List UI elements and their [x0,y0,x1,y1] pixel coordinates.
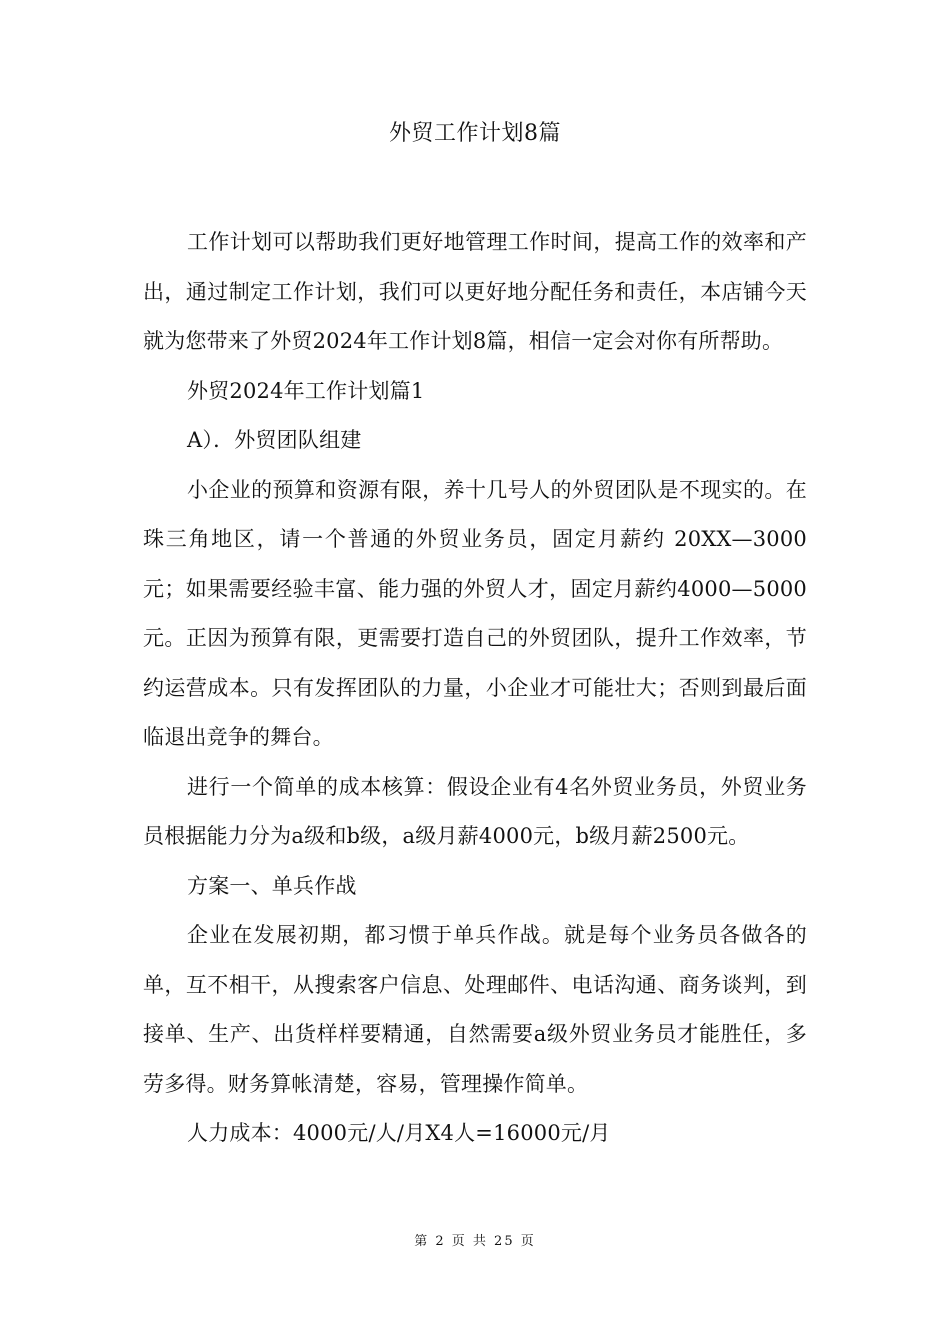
plan-heading: 方案一、单兵作战 [187,873,357,898]
body-paragraph: 小企业的预算和资源有限，养十几号人的外贸团队是不现实的。在珠三角地区，请一个普通的外贸业务员，固定月薪约 20XX—3000元；如果需要经验丰富、能力强的外贸人才，固定月薪约4000—5000元。正因为预算有限，更需要打造自己的外贸团队，提升工作效率，节约运营成本。只有发挥团队的力量，小企业才可能壮大；否则到最后面临退出竞争的舞台。 [143,477,807,749]
body-paragraph: 企业在发展初期，都习惯于单兵作战。就是每个业务员各做各的单，互不相干，从搜索客户信息、处理邮件、电话沟通、商务谈判，到接单、生产、出货样样要精通，自然需要a级外贸业务员才能胜任，多劳多得。财务算帐清楚，容易，管理操作简单。 [143,923,807,1096]
document-body [143,218,807,1159]
section-heading: 外贸2024年工作计划篇1 [187,378,425,403]
intro-paragraph: 工作计划可以帮助我们更好地管理工作时间，提高工作的效率和产出，通过制定工作计划，我们可以更好地分配任务和责任，本店铺今天就为您带来了外贸2024年工作计划8篇，相信一定会对你有所帮助。 [143,230,807,353]
document-title: 外贸工作计划8篇 [389,121,561,146]
cost-line: 人力成本：4000元/人/月X4人=16000元/月 [187,1121,611,1145]
subsection-heading: A）．外贸团队组建 [187,428,362,452]
body-paragraph: 进行一个简单的成本核算：假设企业有4名外贸业务员，外贸业务员根据能力分为a级和b级，a级月薪4000元，b级月薪2500元。 [143,774,807,848]
page-number: 第 2 页 共 25 页 [414,1234,536,1249]
